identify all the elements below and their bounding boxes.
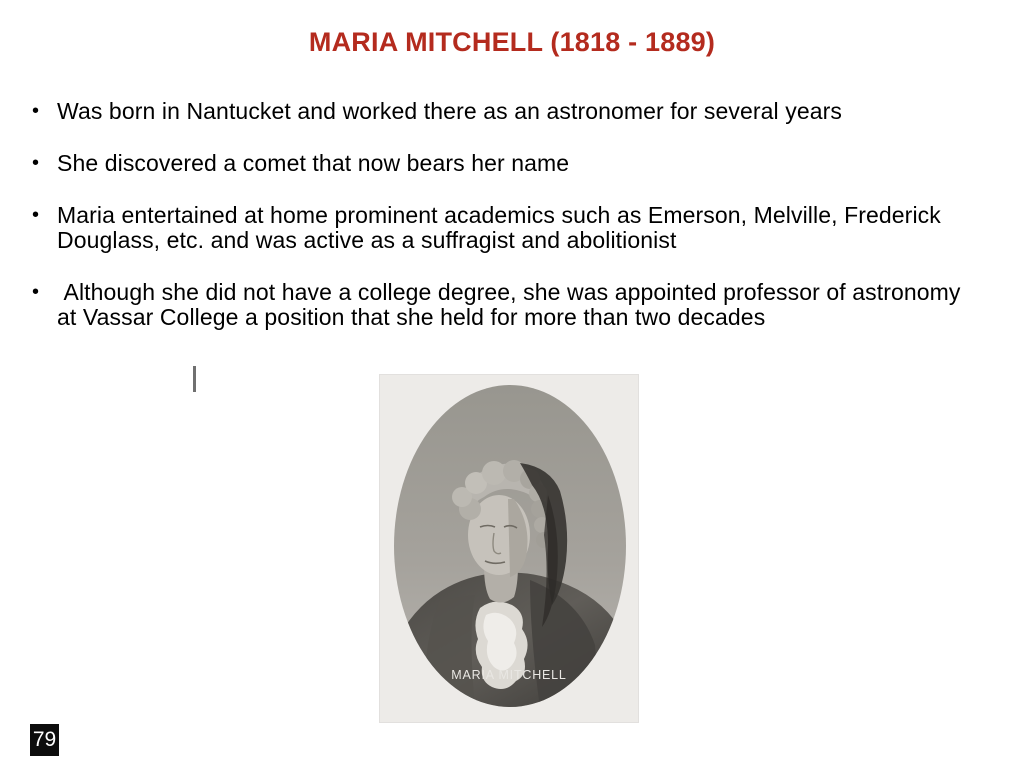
bullet-text: Although she did not have a college degree, she was appointed professor of astronomy at Vassar College a position that she held for more than two decades bbox=[57, 279, 968, 330]
bullet-text: Was born in Nantucket and worked there as an astronomer for several years bbox=[57, 98, 842, 124]
page-number: 79 bbox=[32, 728, 57, 751]
bullet-item[interactable] bbox=[30, 280, 967, 330]
bullet-item[interactable] bbox=[30, 99, 967, 124]
bullet-text: She discovered a comet that now bears her name bbox=[57, 150, 570, 176]
bullet-marker: • bbox=[32, 281, 40, 303]
bullet-item[interactable] bbox=[30, 203, 967, 253]
bullet-list bbox=[30, 99, 967, 357]
page-number-badge bbox=[30, 724, 59, 756]
portrait-caption: MARIA MITCHELL bbox=[451, 668, 567, 682]
portrait-photo[interactable] bbox=[380, 375, 638, 722]
text-cursor bbox=[193, 366, 196, 392]
bullet-marker: • bbox=[32, 100, 40, 122]
bullet-text: Maria entertained at home prominent academics such as Emerson, Melville, Frederick Douglass, etc. and was active as a suffragist and abolitionist bbox=[57, 202, 948, 253]
bullet-marker: • bbox=[32, 152, 40, 174]
bullet-marker: • bbox=[32, 204, 40, 226]
bullet-item[interactable] bbox=[30, 151, 967, 176]
slide-title[interactable]: MARIA MITCHELL (1818 - 1889) bbox=[308, 27, 716, 57]
portrait-image bbox=[380, 375, 638, 722]
